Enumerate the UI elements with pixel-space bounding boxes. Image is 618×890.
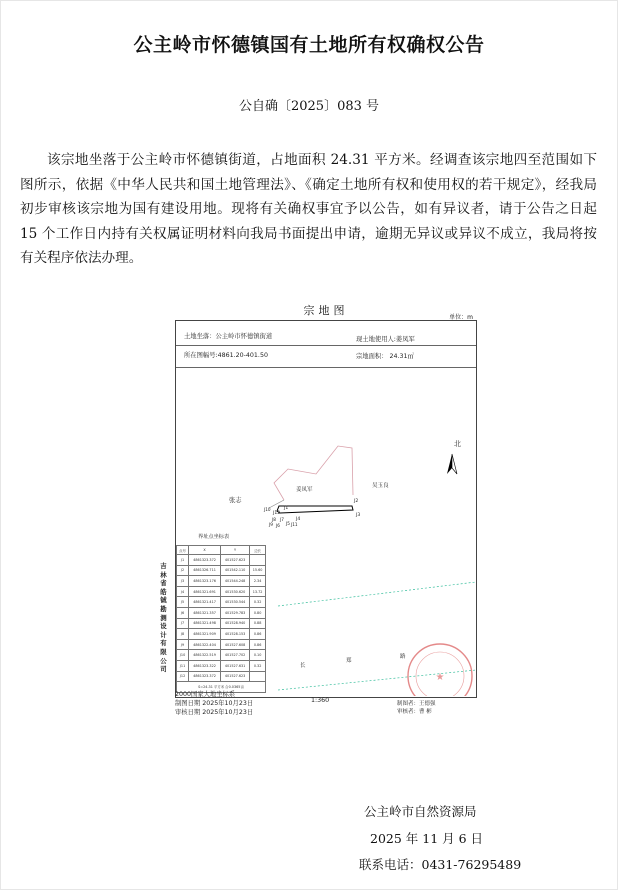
table-cell: J10: [177, 650, 189, 661]
table-cell: J5: [177, 597, 189, 608]
point-label: J10: [264, 507, 271, 512]
map-drawer: 制图者：王德强: [397, 701, 436, 707]
table-row: [177, 597, 266, 608]
table-row: [177, 650, 266, 661]
table-header-cell: 点号: [177, 546, 189, 555]
coordinate-table-title: 界址点坐标表: [198, 534, 230, 540]
table-cell: 401527.623: [221, 555, 250, 566]
contact-phone: 联系电话：0431-76295489: [359, 857, 522, 872]
table-cell: 4861322.404: [189, 639, 221, 650]
land-location: 土地坐落：公主岭市怀德镇街道: [184, 333, 273, 340]
table-row: [177, 660, 266, 671]
road-label: 路: [400, 654, 406, 660]
point-label: J7: [280, 517, 284, 522]
point-label: J5: [286, 521, 290, 526]
table-cell: 401529.783: [221, 607, 250, 618]
table-row: [177, 639, 266, 650]
point-label: J4: [296, 517, 301, 522]
drawing-date: 制图日期 2025年10月23日: [175, 700, 254, 707]
table-row: [177, 555, 266, 566]
table-header-cell: Y: [221, 546, 250, 555]
table-cell: J9: [177, 639, 189, 650]
north-label: 北: [454, 440, 461, 448]
map-scale: 1:360: [311, 697, 330, 704]
table-cell: 4861326.711: [189, 565, 221, 576]
table-cell: J8: [177, 629, 189, 640]
table-cell: 4861321.417: [189, 597, 221, 608]
table-cell: 0.88: [250, 618, 266, 629]
table-cell: J6: [177, 607, 189, 618]
table-row: [177, 576, 266, 587]
table-row: [177, 629, 266, 640]
table-cell: J12: [177, 671, 189, 682]
table-cell: 4861321.498: [189, 618, 221, 629]
table-cell: 2.34: [250, 576, 266, 587]
table-cell: J3: [177, 576, 189, 587]
point-label: J12: [273, 511, 281, 516]
notice-body: 该宗地坐落于公主岭市怀德镇街道，占地面积 24.31 平方米。经调查该宗地四至范围如下图所示，依据《中华人民共和国土地管理法》、《确定土地所有权和使用权的若干规定》，经我局初步审核该宗地为国有建设用地。现将有关确权事宜予以公告，如有异议者，请于公告之日起 15 个工作日内持有关权属证明材料向我局书面提出申请，逾期无异议或异议不成立，我局将按有关程序依法办理。: [20, 152, 597, 266]
table-cell: 4861322.519: [189, 650, 221, 661]
point-label: J9: [269, 522, 273, 527]
table-header-cell: X: [189, 546, 221, 555]
table-cell: 4861323.372: [189, 555, 221, 566]
coordinate-table: [176, 545, 266, 693]
table-cell: 401542.110: [221, 565, 250, 576]
table-cell: 4861323.322: [189, 660, 221, 671]
table-row: [177, 586, 266, 597]
north-arrow-icon: [452, 454, 457, 474]
table-row: [177, 671, 266, 682]
point-label: J11: [291, 522, 298, 527]
map-title: 宗地图: [303, 304, 349, 317]
table-cell: [250, 671, 266, 682]
map-frame: [175, 320, 477, 698]
table-cell: 401544.248: [221, 576, 250, 587]
table-cell: J2: [177, 565, 189, 576]
parcel-owner-label: 姜凤军: [296, 487, 313, 493]
map-reviewer: 审核者：曹 彬: [397, 709, 432, 715]
table-cell: J11: [177, 660, 189, 671]
neighbor-boundary: [274, 446, 353, 500]
north-arrow-icon: [447, 454, 452, 474]
road-edge-line: [278, 670, 476, 690]
road-label: 长: [300, 663, 306, 669]
table-header-cell: 边长: [250, 546, 266, 555]
road-label: 郑: [346, 658, 352, 664]
point-label: J8: [272, 517, 276, 522]
table-cell: 401530.620: [221, 586, 250, 597]
map-unit: 单位：m: [449, 314, 473, 321]
parcel-map: [160, 300, 483, 725]
table-cell: 0.86: [250, 629, 266, 640]
neighbor-boundary: [269, 500, 284, 508]
current-user: 现土地使用人:姜凤军: [356, 336, 415, 343]
header-divider: [176, 345, 476, 346]
table-cell: [250, 555, 266, 566]
table-cell: 4861323.176: [189, 576, 221, 587]
point-label: J2: [354, 499, 359, 504]
coordinate-system: 2000国家大地坐标系: [175, 691, 236, 698]
table-row: [177, 618, 266, 629]
table-row: [177, 565, 266, 576]
point-label: J6: [276, 523, 280, 528]
surveying-company: 吉林省皓铖勘测设计有限公司: [160, 562, 167, 674]
road-edge-line: [278, 582, 476, 606]
table-cell: 4861321.357: [189, 607, 221, 618]
notice-title: 公主岭市怀德镇国有土地所有权确权公告: [133, 34, 485, 56]
table-cell: 401530.544: [221, 597, 250, 608]
table-cell: 401527.623: [221, 671, 250, 682]
table-row: [177, 607, 266, 618]
table-cell: 401528.940: [221, 618, 250, 629]
map-sheet-number: 所在图幅号:4861.20-401.50: [184, 352, 268, 359]
table-cell: J1: [177, 555, 189, 566]
table-cell: 401528.153: [221, 629, 250, 640]
neighbor-west: 张志: [229, 497, 242, 504]
parcel-boundary: [277, 506, 353, 513]
table-cell: 4861323.372: [189, 671, 221, 682]
table-cell: 4861321.909: [189, 629, 221, 640]
parcel-area: 宗地面积： 24.31㎡: [356, 353, 414, 360]
issuing-agency: 公主岭市自然资源局: [364, 804, 477, 819]
table-cell: 4861321.691: [189, 586, 221, 597]
table-cell: 401527.608: [221, 639, 250, 650]
point-label: J3: [356, 513, 361, 518]
table-cell: 401527.631: [221, 660, 250, 671]
table-cell: 0.10: [250, 650, 266, 661]
table-cell: 0.32: [250, 660, 266, 671]
table-cell: 15.60: [250, 565, 266, 576]
company-seal-icon: ★: [435, 672, 445, 683]
neighbor-east: 吴玉良: [372, 483, 389, 489]
point-label: J1: [284, 506, 289, 511]
table-cell: 13.72: [250, 586, 266, 597]
table-cell: 0.32: [250, 597, 266, 608]
table-footer: S=24.31 平方米 合0.0365亩: [177, 682, 266, 693]
issue-date: 2025 年 11 月 6 日: [370, 831, 484, 846]
table-cell: J4: [177, 586, 189, 597]
review-date: 审核日期 2025年10月23日: [175, 709, 254, 716]
table-cell: J7: [177, 618, 189, 629]
document-number: 公自确〔2025〕083 号: [238, 99, 380, 114]
table-cell: 0.86: [250, 639, 266, 650]
table-cell: 0.80: [250, 607, 266, 618]
table-cell: 401527.702: [221, 650, 250, 661]
